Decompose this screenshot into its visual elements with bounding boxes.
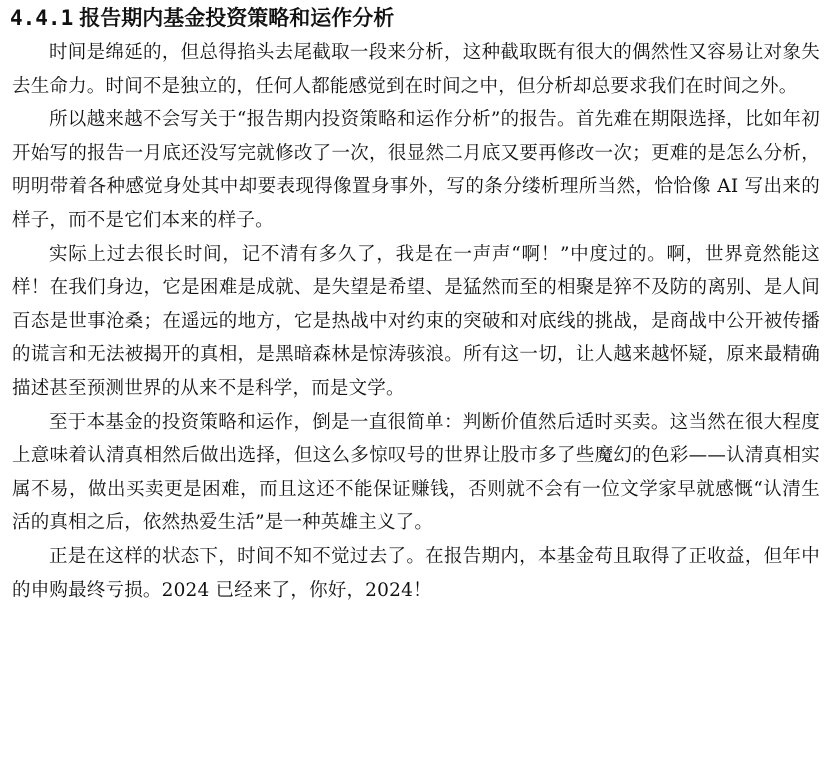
document-body bbox=[12, 4, 820, 607]
paragraph-1: 时间是绵延的，但总得掐头去尾截取一段来分析，这种截取既有很大的偶然性又容易让对象失去生命力。时间不是独立的，任何人都能感觉到在时间之中，但分析却总要求我们在时间之外。 bbox=[12, 42, 820, 97]
paragraph-3: 实际上过去很长时间，记不清有多久了，我是在一声声“啊！”中度过的。啊，世界竟然能这样！在我们身边，它是困难是成就、是失望是希望、是猛然而至的相聚是猝不及防的离别、是人间百态是世事沧桑；在遥远的地方，它是热战中对约束的突破和对底线的挑战，是商战中公开被传播的谎言和无法被揭开的真相，是黑暗森林是惊涛骇浪。所有这一切，让人越来越怀疑，原来最精确描述甚至预测世界的从来不是科学，而是文学。 bbox=[12, 243, 820, 399]
paragraph-4: 至于本基金的投资策略和运作，倒是一直很简单：判断价值然后适时买卖。这当然在很大程度上意味着认清真相然后做出选择，但这么多惊叹号的世界让股市多了些魔幻的色彩——认清真相实属不易，做出买卖更是困难，而且这还不能保证赚钱，否则就不会有一位文学家早就感慨“认清生活的真相之后，依然热爱生活”是一种英雄主义了。 bbox=[12, 411, 820, 534]
paragraph-2: 所以越来越不会写关于“报告期内投资策略和运作分析”的报告。首先难在期限选择，比如年初开始写的报告一月底还没写完就修改了一次，很显然二月底又要再修改一次；更难的是怎么分析，明明带着各种感觉身处其中却要表现得像置身事外，写的条分缕析理所当然，恰恰像 AI 写出来的样子，而不是它们本来的样子。 bbox=[12, 109, 820, 231]
section-title: 报告期内基金投资策略和运作分析 bbox=[79, 6, 395, 30]
paragraph-5: 正是在这样的状态下，时间不知不觉过去了。在报告期内，本基金苟且取得了正收益，但年中的申购最终亏损。2024 已经来了，你好，2024！ bbox=[12, 545, 820, 601]
section-number: 4.4.1 bbox=[10, 6, 74, 30]
section-heading bbox=[10, 4, 820, 32]
